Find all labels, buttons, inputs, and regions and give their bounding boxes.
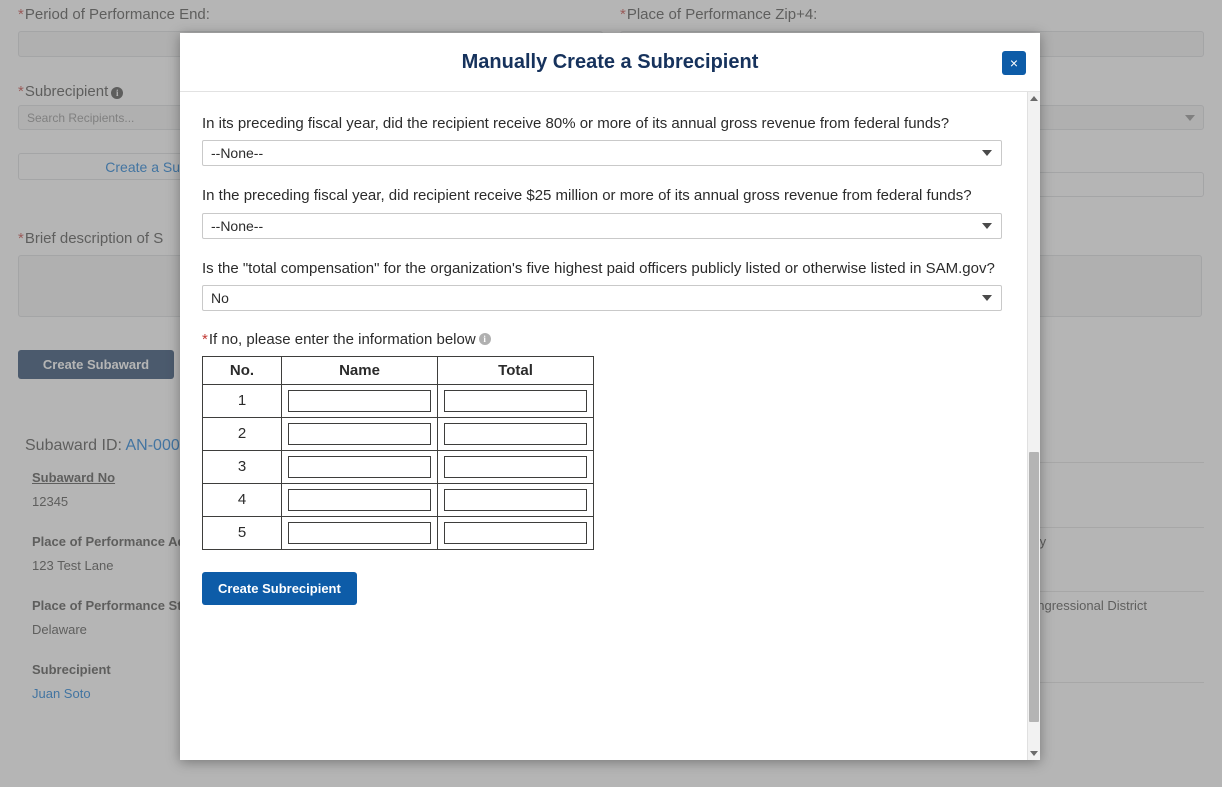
column-header-name: Name [282, 356, 438, 384]
compensation-table [202, 356, 594, 550]
modal-scrollbar[interactable] [1027, 92, 1040, 760]
total-input-3[interactable] [444, 456, 587, 478]
name-input-4[interactable] [288, 489, 431, 511]
name-input-5[interactable] [288, 522, 431, 544]
row-number-1: 1 [203, 384, 282, 417]
row-number-2: 2 [203, 417, 282, 450]
total-input-2[interactable] [444, 423, 587, 445]
question-2-selected-value: --None-- [211, 217, 264, 234]
name-input-1[interactable] [288, 390, 431, 412]
scroll-up-icon[interactable] [1028, 92, 1040, 105]
cell-total-1 [438, 384, 594, 417]
required-indicator: * [202, 330, 208, 348]
modal-title: Manually Create a Subrecipient [461, 50, 759, 73]
cell-name-5 [282, 516, 438, 549]
name-input-2[interactable] [288, 423, 431, 445]
column-header-total: Total [438, 356, 594, 384]
scroll-down-icon[interactable] [1028, 747, 1040, 760]
table-row [203, 516, 594, 549]
table-row [203, 417, 594, 450]
question-1-selected-value: --None-- [211, 145, 264, 162]
table-row [203, 483, 594, 516]
question-1-text: In its preceding fiscal year, did the recipient receive 80% or more of its annual gross revenue from federal funds? [202, 115, 950, 132]
row-number-4: 4 [203, 483, 282, 516]
question-1-select[interactable] [202, 140, 1002, 166]
cell-name-3 [282, 450, 438, 483]
total-input-1[interactable] [444, 390, 587, 412]
cell-name-1 [282, 384, 438, 417]
question-2-text: In the preceding fiscal year, did recipient receive $25 million or more of its annual gross revenue from federal funds? [202, 187, 972, 205]
name-input-3[interactable] [288, 456, 431, 478]
question-2-select[interactable] [202, 213, 1002, 239]
manually-create-subrecipient-modal [180, 33, 1040, 760]
table-row [203, 384, 594, 417]
row-number-5: 5 [203, 516, 282, 549]
row-number-3: 3 [203, 450, 282, 483]
total-input-4[interactable] [444, 489, 587, 511]
modal-header [180, 33, 1040, 92]
chevron-down-icon [982, 150, 992, 156]
chevron-down-icon [982, 295, 992, 301]
modal-body [180, 92, 1040, 760]
table-header-row [203, 356, 594, 384]
question-3-text: Is the "total compensation" for the organization's five highest paid officers publicly listed or otherwise listed in SAM.gov? [202, 259, 995, 277]
close-icon[interactable]: × [1002, 51, 1026, 75]
cell-name-2 [282, 417, 438, 450]
cell-total-2 [438, 417, 594, 450]
cell-total-3 [438, 450, 594, 483]
cell-total-5 [438, 516, 594, 549]
question-block-3 [202, 259, 1014, 311]
scrollbar-thumb[interactable] [1029, 452, 1039, 722]
question-3-selected-value: No [211, 289, 229, 306]
info-icon[interactable]: i [479, 333, 491, 345]
cell-name-4 [282, 483, 438, 516]
create-subrecipient-button[interactable]: Create Subrecipient [202, 572, 357, 605]
question-3-select[interactable] [202, 285, 1002, 311]
total-input-5[interactable] [444, 522, 587, 544]
chevron-down-icon [982, 223, 992, 229]
table-row [203, 450, 594, 483]
cell-total-4 [438, 483, 594, 516]
column-header-no: No. [203, 356, 282, 384]
compensation-table-label: * If no, please enter the information below i [202, 331, 1014, 348]
question-block-2 [202, 186, 1014, 238]
question-block-1 [202, 114, 1014, 166]
